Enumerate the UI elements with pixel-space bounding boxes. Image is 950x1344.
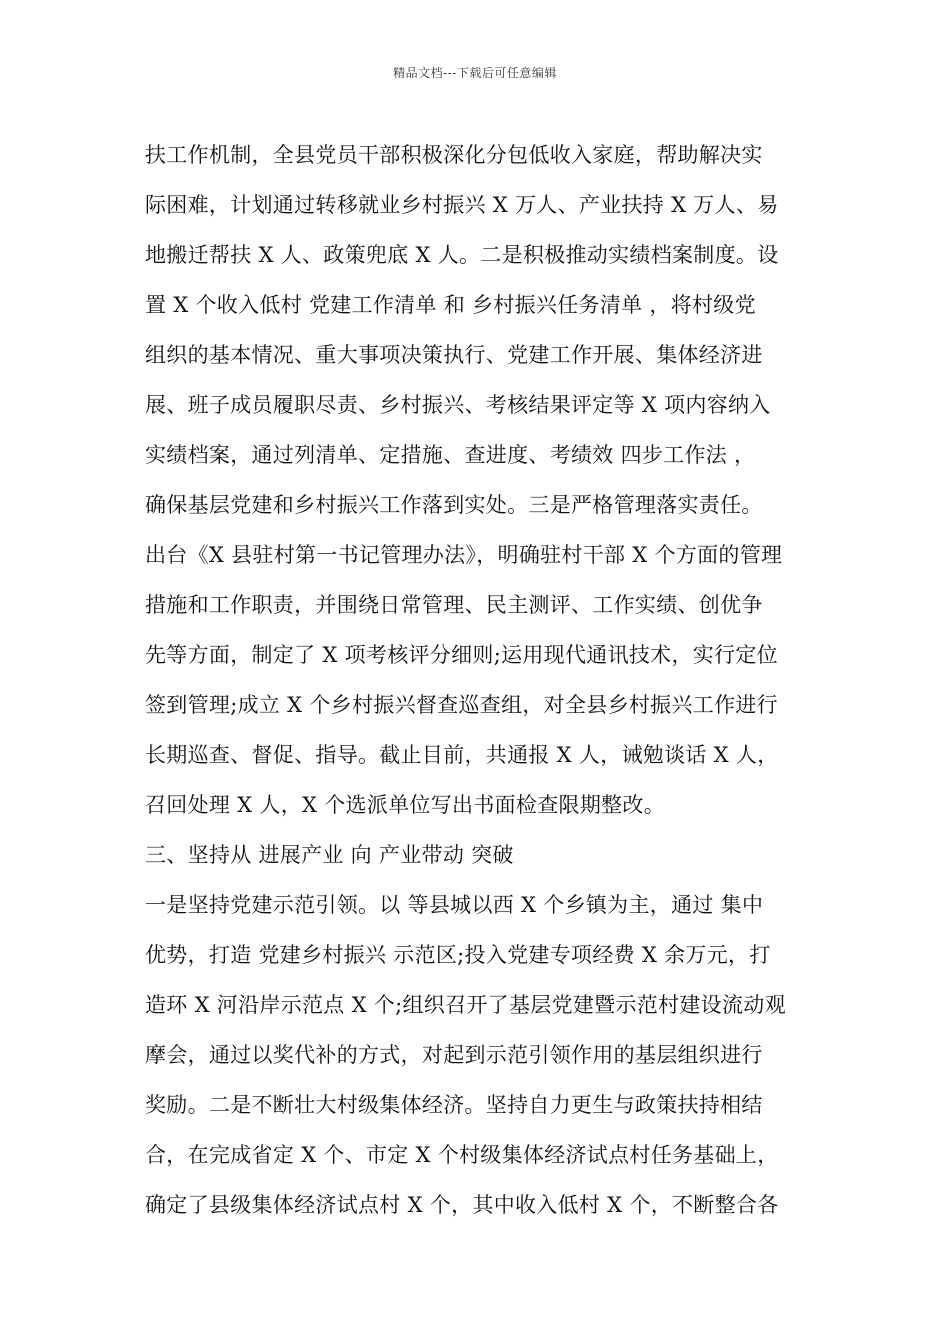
body-line: 签到管理;成立 X 个乡村振兴督查巡查组，对全县乡村振兴工作进行 bbox=[145, 693, 778, 717]
body-line: 奖励。二是不断壮大村级集体经济。坚持自力更生与政策扶持相结 bbox=[145, 1093, 763, 1117]
body-line: 合，在完成省定 X 个、市定 X 个村级集体经济试点村任务基础上， bbox=[145, 1143, 779, 1167]
body-line: 确定了县级集体经济试点村 X 个，其中收入低村 X 个，不断整合各 bbox=[145, 1193, 779, 1217]
body-line: 置 X 个收入低村 党建工作清单 和 乡村振兴任务清单 ，将村级党 bbox=[145, 293, 756, 317]
body-line: 实绩档案，通过列清单、定措施、查进度、考绩效 四步工作法 ， bbox=[145, 443, 756, 467]
body-line: 优势，打造 党建乡村振兴 示范区;投入党建专项经费 X 余万元，打 bbox=[145, 943, 771, 967]
body-line: 长期巡查、督促、指导。截止目前，共通报 X 人，诫勉谈话 X 人， bbox=[145, 743, 779, 767]
page-header: 精品文档---下载后可任意编辑 bbox=[393, 66, 557, 80]
body-line: 际困难，计划通过转移就业乡村振兴 X 万人、产业扶持 X 万人、易 bbox=[145, 193, 779, 217]
section-heading: 三、坚持从 进展产业 向 产业带动 突破 bbox=[145, 843, 514, 867]
body-line: 地搬迁帮扶 X 人、政策兜底 X 人。二是积极推动实绩档案制度。设 bbox=[145, 243, 779, 267]
body-line: 组织的基本情况、重大事项决策执行、党建工作开展、集体经济进 bbox=[145, 343, 763, 367]
body-line: 出台《X 县驻村第一书记管理办法》，明确驻村干部 X 个方面的管理 bbox=[145, 543, 783, 567]
body-line: 先等方面，制定了 X 项考核评分细则;运用现代通讯技术，实行定位 bbox=[145, 643, 778, 667]
body-line: 措施和工作职责，并围绕日常管理、民主测评、工作实绩、创优争 bbox=[145, 593, 763, 617]
body-line: 展、班子成员履职尽责、乡村振兴、考核结果评定等 X 项内容纳入 bbox=[145, 393, 771, 417]
body-line: 造环 X 河沿岸示范点 X 个;组织召开了基层党建暨示范村建设流动观 bbox=[145, 993, 786, 1017]
body-line: 一是坚持党建示范引领。以 等县城以西 X 个乡镇为主，通过 集中 bbox=[145, 893, 764, 917]
body-line: 召回处理 X 人，X 个选派单位写出书面检查限期整改。 bbox=[145, 793, 666, 817]
body-line: 确保基层党建和乡村振兴工作落到实处。三是严格管理落实责任。 bbox=[145, 493, 763, 517]
document-body bbox=[145, 132, 815, 1232]
body-line: 扶工作机制，全县党员干部积极深化分包低收入家庭，帮助解决实 bbox=[145, 143, 763, 167]
body-line: 摩会，通过以奖代补的方式，对起到示范引领作用的基层组织进行 bbox=[145, 1043, 763, 1067]
